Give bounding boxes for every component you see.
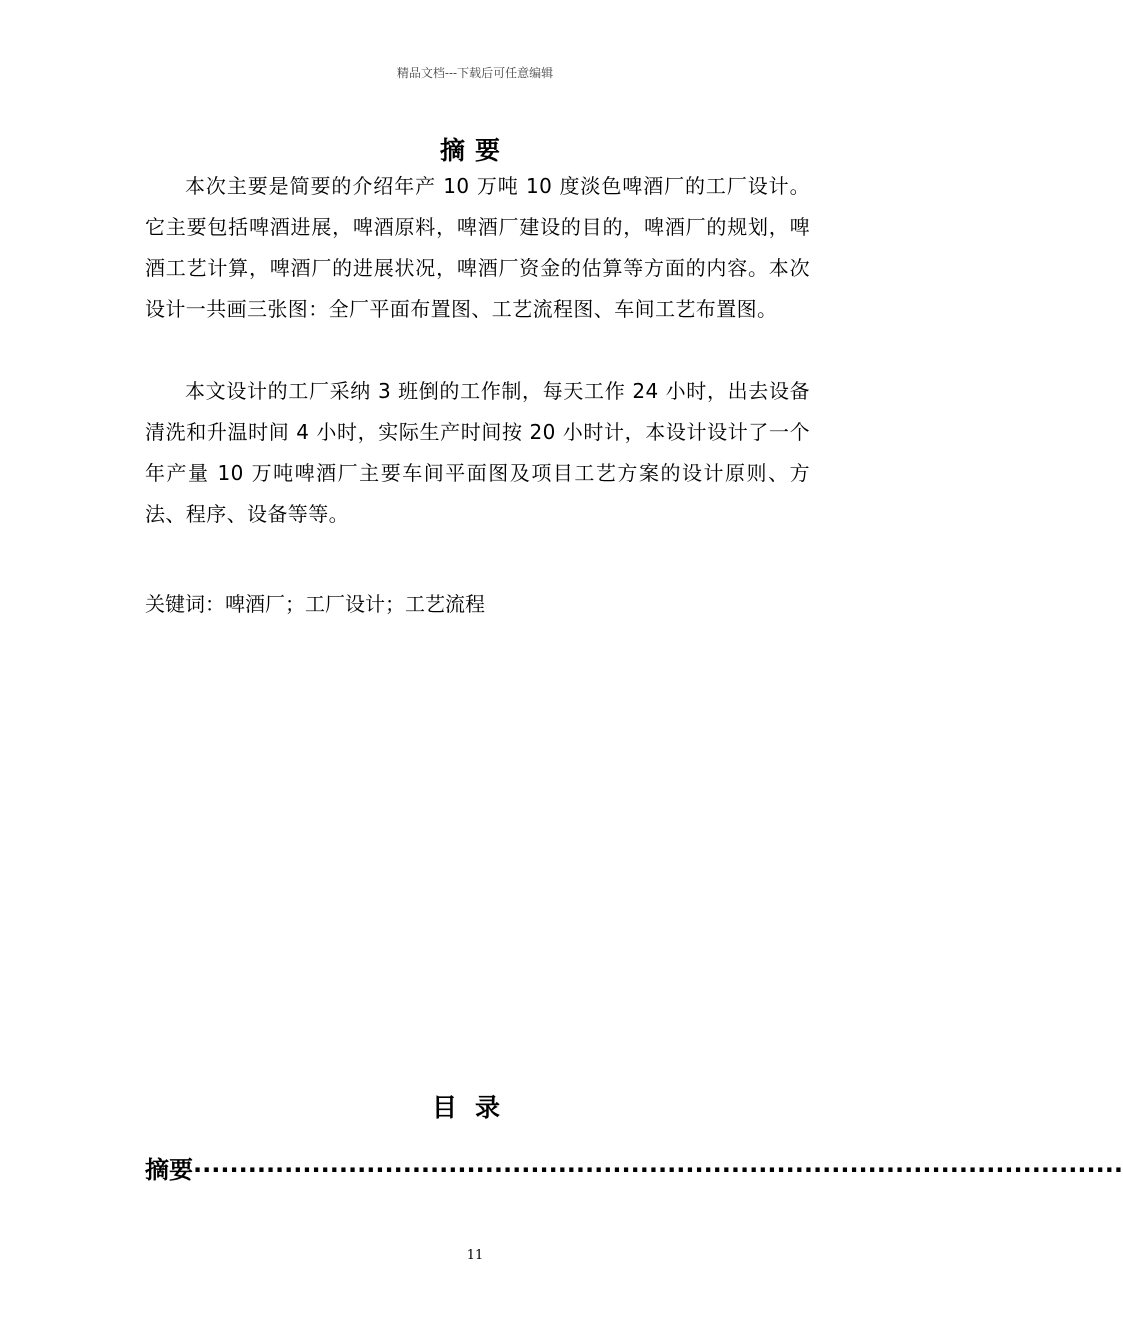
abstract-paragraph-2 [145,371,810,535]
toc-entry-label: 摘要 [145,1156,193,1184]
abstract-paragraph-text: 本文设计的工厂采纳 3 班倒的工作制，每天工作 24 小时，出去设备清洗和升温时间 4 小时，实际生产时间按 20 小时计，本设计设计了一个年产量 10 万吨啤酒厂主要车间平面图及项目工艺方案的设计原则、方法、程序、设备等等。 [145,379,810,526]
header-note: 精品文档---下载后可任意编辑 [396,66,554,80]
abstract-title: 摘要 [439,136,510,165]
abstract-paragraph-text: 本次主要是简要的介绍年产 10 万吨 10 度淡色啤酒厂的工厂设计。它主要包括啤酒进展，啤酒原料，啤酒厂建设的目的，啤酒厂的规划，啤酒工艺计算，啤酒厂的进展状况，啤酒厂资金的估算等方面的内容。本次设计一共画三张图：全厂平面布置图、工艺流程图、车间工艺布置图。 [145,174,810,321]
toc-title: 目录 [431,1093,518,1122]
keywords-line: 关键词：啤酒厂；工厂设计；工艺流程 [145,592,485,616]
toc-entry[interactable] [145,1148,1123,1192]
toc-dot-leader: ······································································································ [193,1156,1123,1184]
page-number: 11 [466,1248,484,1263]
abstract-paragraph-1 [145,166,810,330]
